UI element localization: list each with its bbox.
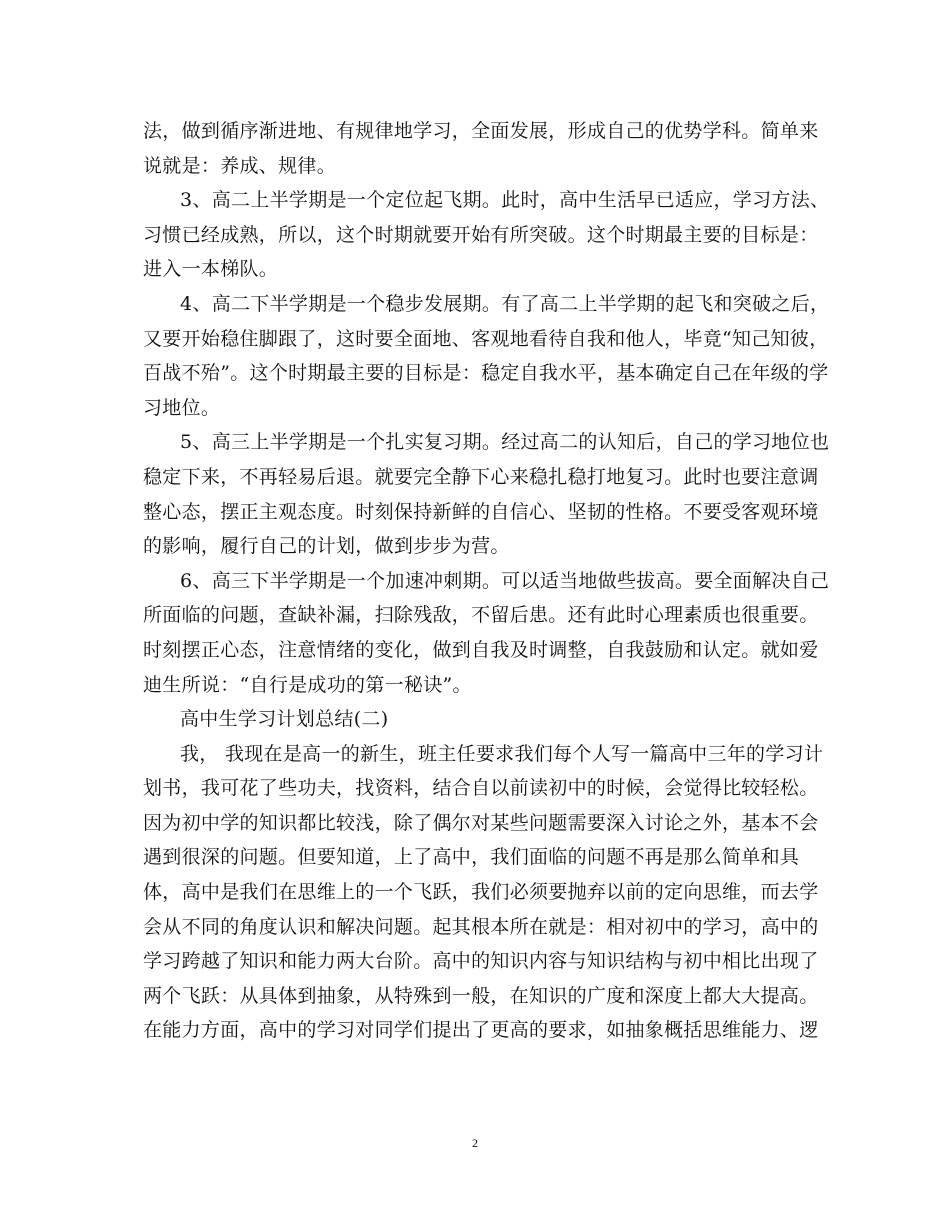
text-line: 遇到很深的问题。但要知道，上了高中，我们面临的问题不再是那么简单和具 xyxy=(143,846,800,869)
text-line: 6、高三下半学期是一个加速冲刺期。可以适当地做些拔高。要全面解决自己 xyxy=(180,569,830,592)
text-line: 进入一本梯队。 xyxy=(143,258,279,281)
text-line: 整心态，摆正主观态度。时刻保持新鲜的自信心、坚韧的性格。不要受客观环境 xyxy=(143,500,819,523)
text-line: 所面临的问题，查缺补漏，扫除残敌，不留后患。还有此时心理素质也很重要。 xyxy=(143,604,819,627)
text-line: 4、高二下半学期是一个稳步发展期。有了高二上半学期的起飞和突破之后， xyxy=(180,292,830,315)
text-line: 学习跨越了知识和能力两大台阶。高中的知识内容与知识结构与初中相比出现了 xyxy=(143,950,819,973)
text-line: 说就是：养成、规律。 xyxy=(143,154,337,177)
text-line: 百战不殆”。这个时期最主要的目标是：稳定自我水平，基本确定自己在年级的学 xyxy=(143,362,829,385)
text-line: 因为初中学的知识都比较浅，除了偶尔对某些问题需要深入讨论之外，基本不会 xyxy=(143,811,819,834)
section-heading: 高中生学习计划总结(二) xyxy=(180,708,389,731)
text-line: 划书，我可花了些功夫，找资料，结合自以前读初中的时候，会觉得比较轻松。 xyxy=(143,777,819,800)
text-line: 在能力方面，高中的学习对同学们提出了更高的要求，如抽象概括思维能力、逻 xyxy=(143,1019,819,1042)
text-line: 法，做到循序渐进地、有规律地学习，全面发展，形成自己的优势学科。简单来 xyxy=(143,120,819,142)
text-line: 会从不同的角度认识和解决问题。起其根本所在就是：相对初中的学习，高中的 xyxy=(143,915,819,938)
text-line: 体，高中是我们在思维上的一个飞跃，我们必须要抛弃以前的定向思维，而去学 xyxy=(143,881,819,904)
text-line: 习地位。 xyxy=(143,396,221,419)
text-line: 又要开始稳住脚跟了，这时要全面地、客观地看待自我和他人，毕竟“知己知彼， xyxy=(143,327,829,350)
text-line: 5、高三上半学期是一个扎实复习期。经过高二的认知后，自己的学习地位也 xyxy=(180,431,830,454)
text-line: 3、高二上半学期是一个定位起飞期。此时，高中生活早已适应，学习方法、 xyxy=(180,189,830,212)
text-line: 习惯已经成熟，所以，这个时期就要开始有所突破。这个时期最主要的目标是： xyxy=(143,223,819,246)
text-line: 迪生所说：“自行是成功的第一秘诀”。 xyxy=(143,673,472,696)
document-body xyxy=(143,114,830,1048)
text-line: 的影响，履行自己的计划，做到步步为营。 xyxy=(143,535,510,558)
text-line: 我， 我现在是高一的新生，班主任要求我们每个人写一篇高中三年的学习计 xyxy=(180,742,824,765)
text-line: 稳定下来，不再轻易后退。就要完全静下心来稳扎稳打地复习。此时也要注意调 xyxy=(143,465,819,488)
text-line: 两个飞跃：从具体到抽象，从特殊到一般，在知识的广度和深度上都大大提高。 xyxy=(143,984,819,1007)
text-line: 时刻摆正心态，注意情绪的变化，做到自我及时调整，自我鼓励和认定。就如爱 xyxy=(143,638,819,661)
page-number: 2 xyxy=(472,1136,478,1150)
